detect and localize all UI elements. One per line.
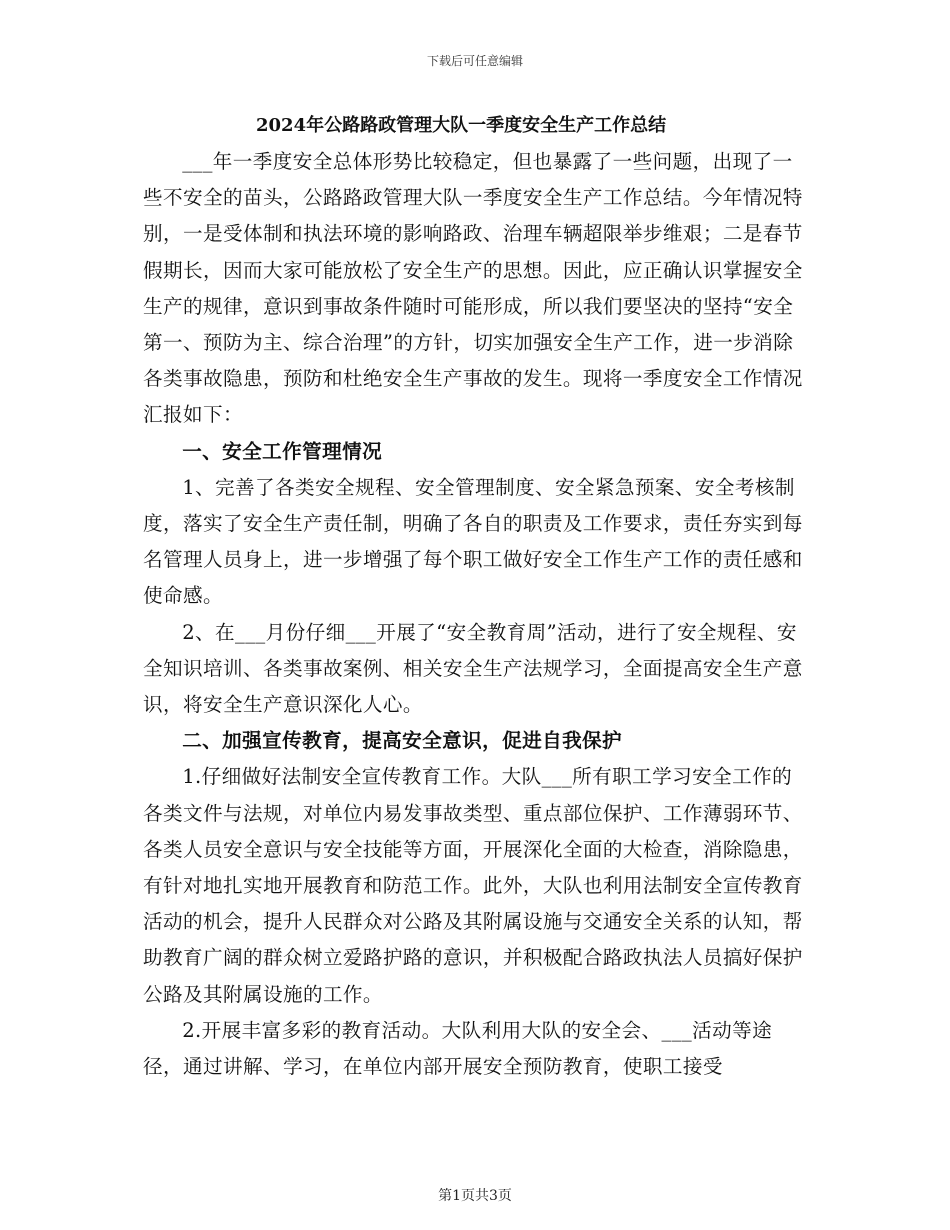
section-heading-1: 一、安全工作管理情况 [182,439,383,463]
document-title: 2024年公路路政管理大队一季度安全生产工作总结 [256,115,667,136]
paragraph-intro: ___年一季度安全总体形势比较稳定，但也暴露了一些问题，出现了一些不安全的苗头，公路路政管理大队一季度安全生产工作总结。今年情况特别，一是受体制和执法环境的影响路政、治理车辆超限举步维艰；二是春节假期长，因而大家可能放松了安全生产的思想。因此，应正确认识掌握安全生产的规律，意识到事故条件随时可能形成，所以我们要坚决的坚持“安全第一、预防为主、综合治理”的方针，切实加强安全生产工作，进一步消除各类事故隐患，预防和杜绝安全生产事故的发生。现将一季度安全工作情况汇报如下： [143,150,803,427]
paragraph-1-1: 1、完善了各类安全规程、安全管理制度、安全紧急预案、安全考核制度，落实了安全生产责任制，明确了各自的职责及工作要求，责任夯实到每名管理人员身上，进一步增强了每个职工做好安全工作生产工作的责任感和使命感。 [143,475,803,608]
paragraph-2-2: 2.开展丰富多彩的教育活动。大队利用大队的安全会、___活动等途径，通过讲解、学习，在单位内部开展安全预防教育，使职工接受 [143,1018,773,1079]
paragraph-2-1: 1.仔细做好法制安全宣传教育工作。大队___所有职工学习安全工作的各类文件与法规，对单位内易发事故类型、重点部位保护、工作薄弱环节、各类人员安全意识与安全技能等方面，开展深化全面的大检查，消除隐患，有针对地扎实地开展教育和防范工作。此外，大队也利用法制安全宣传教育活动的机会，提升人民群众对公路及其附属设施与交通安全关系的认知，帮助教育广阔的群众树立爱路护路的意识，并积极配合路政执法人员搞好保护公路及其附属设施的工作。 [143,765,803,1006]
page-footer: 第1页共3页 [438,1188,512,1204]
page-header: 下载后可任意编辑 [426,54,523,68]
document-body [143,112,807,1085]
section-heading-2: 二、加强宣传教育，提高安全意识，促进自我保护 [182,729,623,753]
paragraph-1-2: 2、在___月份仔细___开展了“安全教育周”活动，进行了安全规程、安全知识培训、各类事故案例、相关安全生产法规学习，全面提高安全生产意识，将安全生产意识深化人心。 [143,620,803,717]
